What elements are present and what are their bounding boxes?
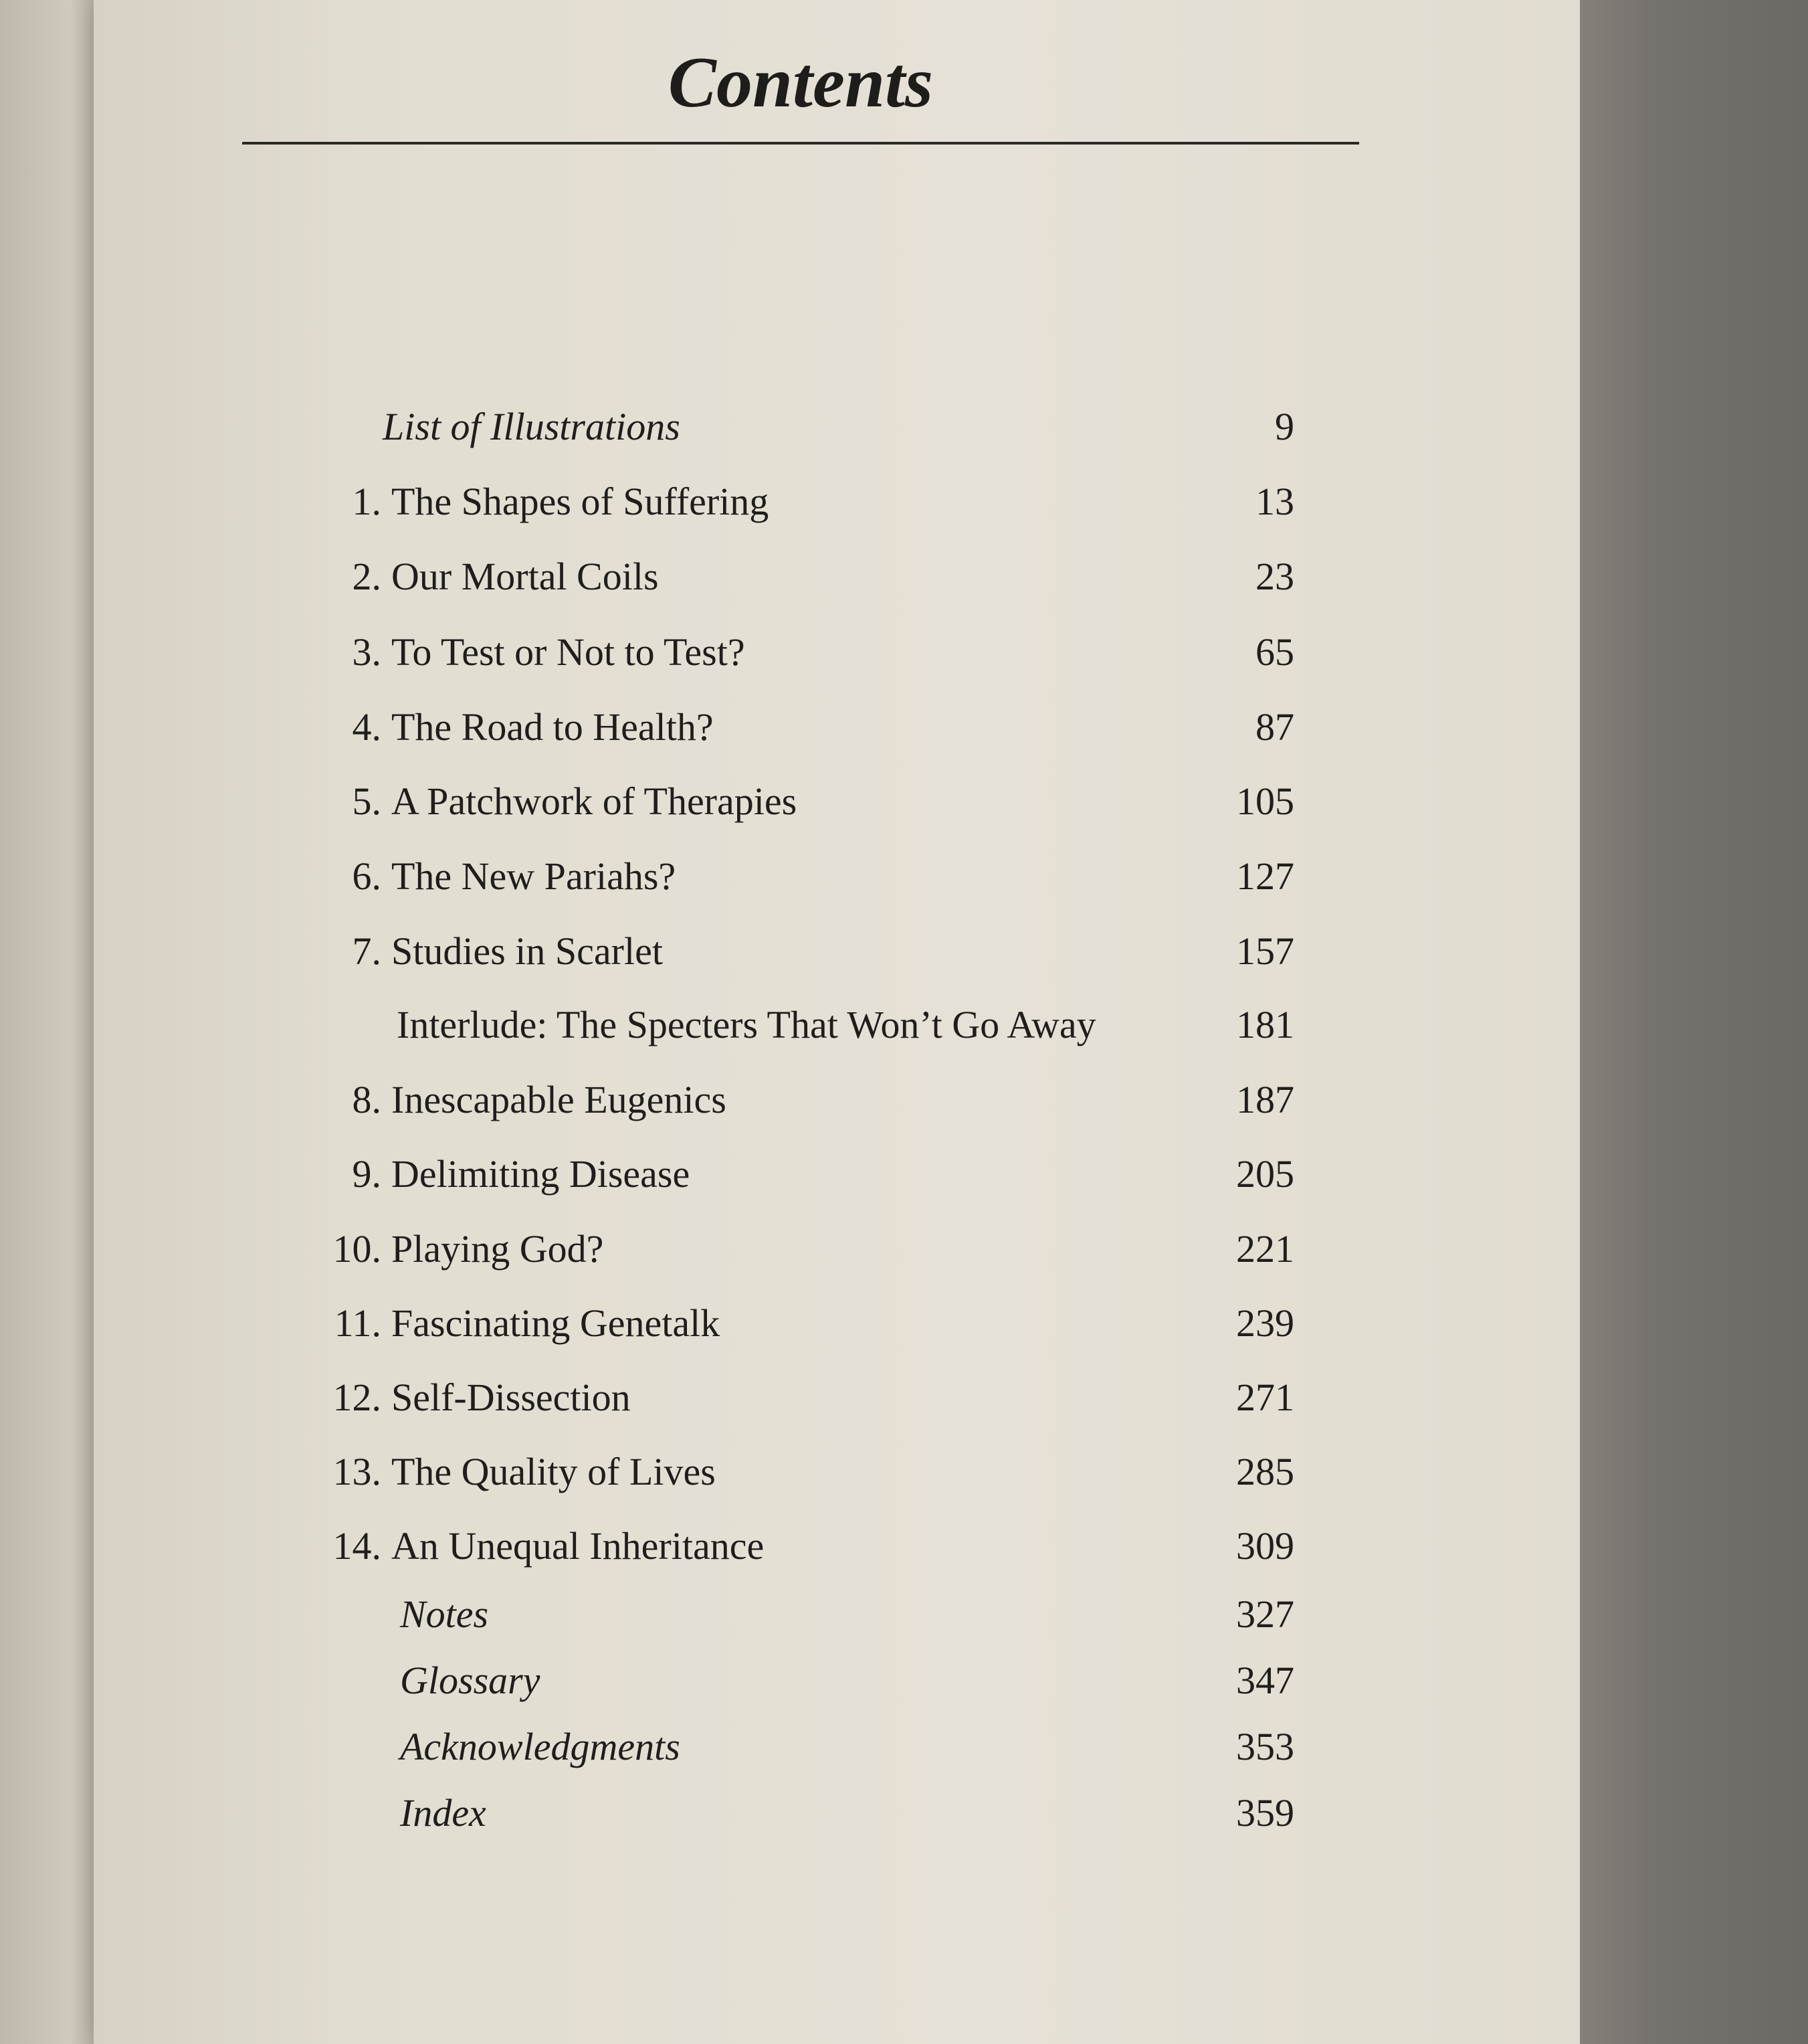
page-number: 347: [1236, 1659, 1294, 1702]
page-number: 271: [1236, 1376, 1294, 1419]
toc-entry-title: The Shapes of Suffering: [391, 480, 769, 523]
toc-entry-title: The Quality of Lives: [391, 1450, 716, 1493]
toc-entry: [0, 1445, 1808, 1499]
toc-entry: [0, 701, 1808, 754]
chapter-number: 6.: [352, 854, 381, 898]
toc-entry: [0, 1371, 1808, 1424]
toc-entry-title: Our Mortal Coils: [391, 555, 659, 598]
toc-entry: [0, 1147, 1808, 1201]
chapter-number: 13.: [332, 1450, 381, 1493]
page-number: 353: [1236, 1725, 1294, 1768]
page-number: 205: [1236, 1152, 1294, 1196]
toc-entry: [0, 626, 1808, 679]
toc-entry-title: Acknowledgments: [400, 1725, 680, 1768]
page-number: 239: [1236, 1301, 1294, 1345]
chapter-number: 8.: [352, 1078, 381, 1121]
toc-entry: [0, 1073, 1808, 1127]
page-number: 221: [1236, 1227, 1294, 1271]
toc-entry: [0, 550, 1808, 603]
chapter-number: 7.: [352, 929, 381, 973]
page-number: 327: [1236, 1592, 1294, 1636]
page-number: 13: [1255, 480, 1294, 523]
toc-entry-title: The Road to Health?: [391, 705, 714, 749]
toc-entry-title: Index: [400, 1791, 486, 1835]
toc-entry-title: An Unequal Inheritance: [391, 1524, 765, 1568]
toc-entry: [0, 1786, 1808, 1840]
page-number: 87: [1255, 705, 1294, 749]
toc-entry: [0, 925, 1808, 978]
toc-entry-title: Glossary: [400, 1659, 540, 1702]
page-number: 359: [1236, 1791, 1294, 1835]
toc-entry: [0, 475, 1808, 529]
toc-entry: [0, 850, 1808, 903]
page-number: 285: [1236, 1450, 1294, 1493]
toc-entry: [0, 1519, 1808, 1573]
page-title: Contents: [668, 43, 934, 122]
chapter-number: 11.: [334, 1301, 381, 1345]
toc-entry: [0, 998, 1808, 1052]
page-number: 65: [1255, 630, 1294, 674]
toc-entry-title: Delimiting Disease: [391, 1152, 690, 1196]
toc-entry: [0, 400, 1808, 454]
toc-entry: [0, 1297, 1808, 1350]
page-number: 105: [1236, 779, 1294, 823]
toc-entry-title: Fascinating Genetalk: [391, 1301, 720, 1345]
chapter-number: 9.: [352, 1152, 381, 1196]
page-number: 187: [1236, 1078, 1294, 1121]
toc-entry-title: List of Illustrations: [383, 405, 680, 448]
toc-entry: [0, 1222, 1808, 1276]
chapter-number: 12.: [332, 1376, 381, 1419]
toc-entry-title: Interlude: The Specters That Won’t Go Away: [397, 1003, 1096, 1046]
page-number: 23: [1255, 555, 1294, 598]
toc-entry-title: To Test or Not to Test?: [391, 630, 745, 674]
chapter-number: 5.: [352, 779, 381, 823]
toc-entry-title: Inescapable Eugenics: [391, 1078, 726, 1121]
toc-entry: [0, 1588, 1808, 1641]
chapter-number: 10.: [332, 1227, 381, 1271]
chapter-number: 4.: [352, 705, 381, 749]
page-number: 157: [1236, 929, 1294, 973]
toc-entry: [0, 1720, 1808, 1774]
toc-entry-title: A Patchwork of Therapies: [391, 779, 797, 823]
page-number: 181: [1236, 1003, 1294, 1046]
toc-entry-title: Self-Dissection: [391, 1376, 631, 1419]
toc-entry: [0, 1654, 1808, 1707]
chapter-number: 3.: [352, 630, 381, 674]
toc-entry: [0, 775, 1808, 828]
page-number: 9: [1275, 405, 1294, 448]
toc-entry-title: The New Pariahs?: [391, 854, 676, 898]
page-number: 309: [1236, 1524, 1294, 1568]
toc-entry-title: Studies in Scarlet: [391, 929, 663, 973]
chapter-number: 1.: [352, 480, 381, 523]
page-number: 127: [1236, 854, 1294, 898]
toc-entry-title: Playing God?: [391, 1227, 604, 1271]
toc-entry-title: Notes: [400, 1592, 489, 1636]
chapter-number: 2.: [352, 555, 381, 598]
chapter-number: 14.: [332, 1524, 381, 1568]
